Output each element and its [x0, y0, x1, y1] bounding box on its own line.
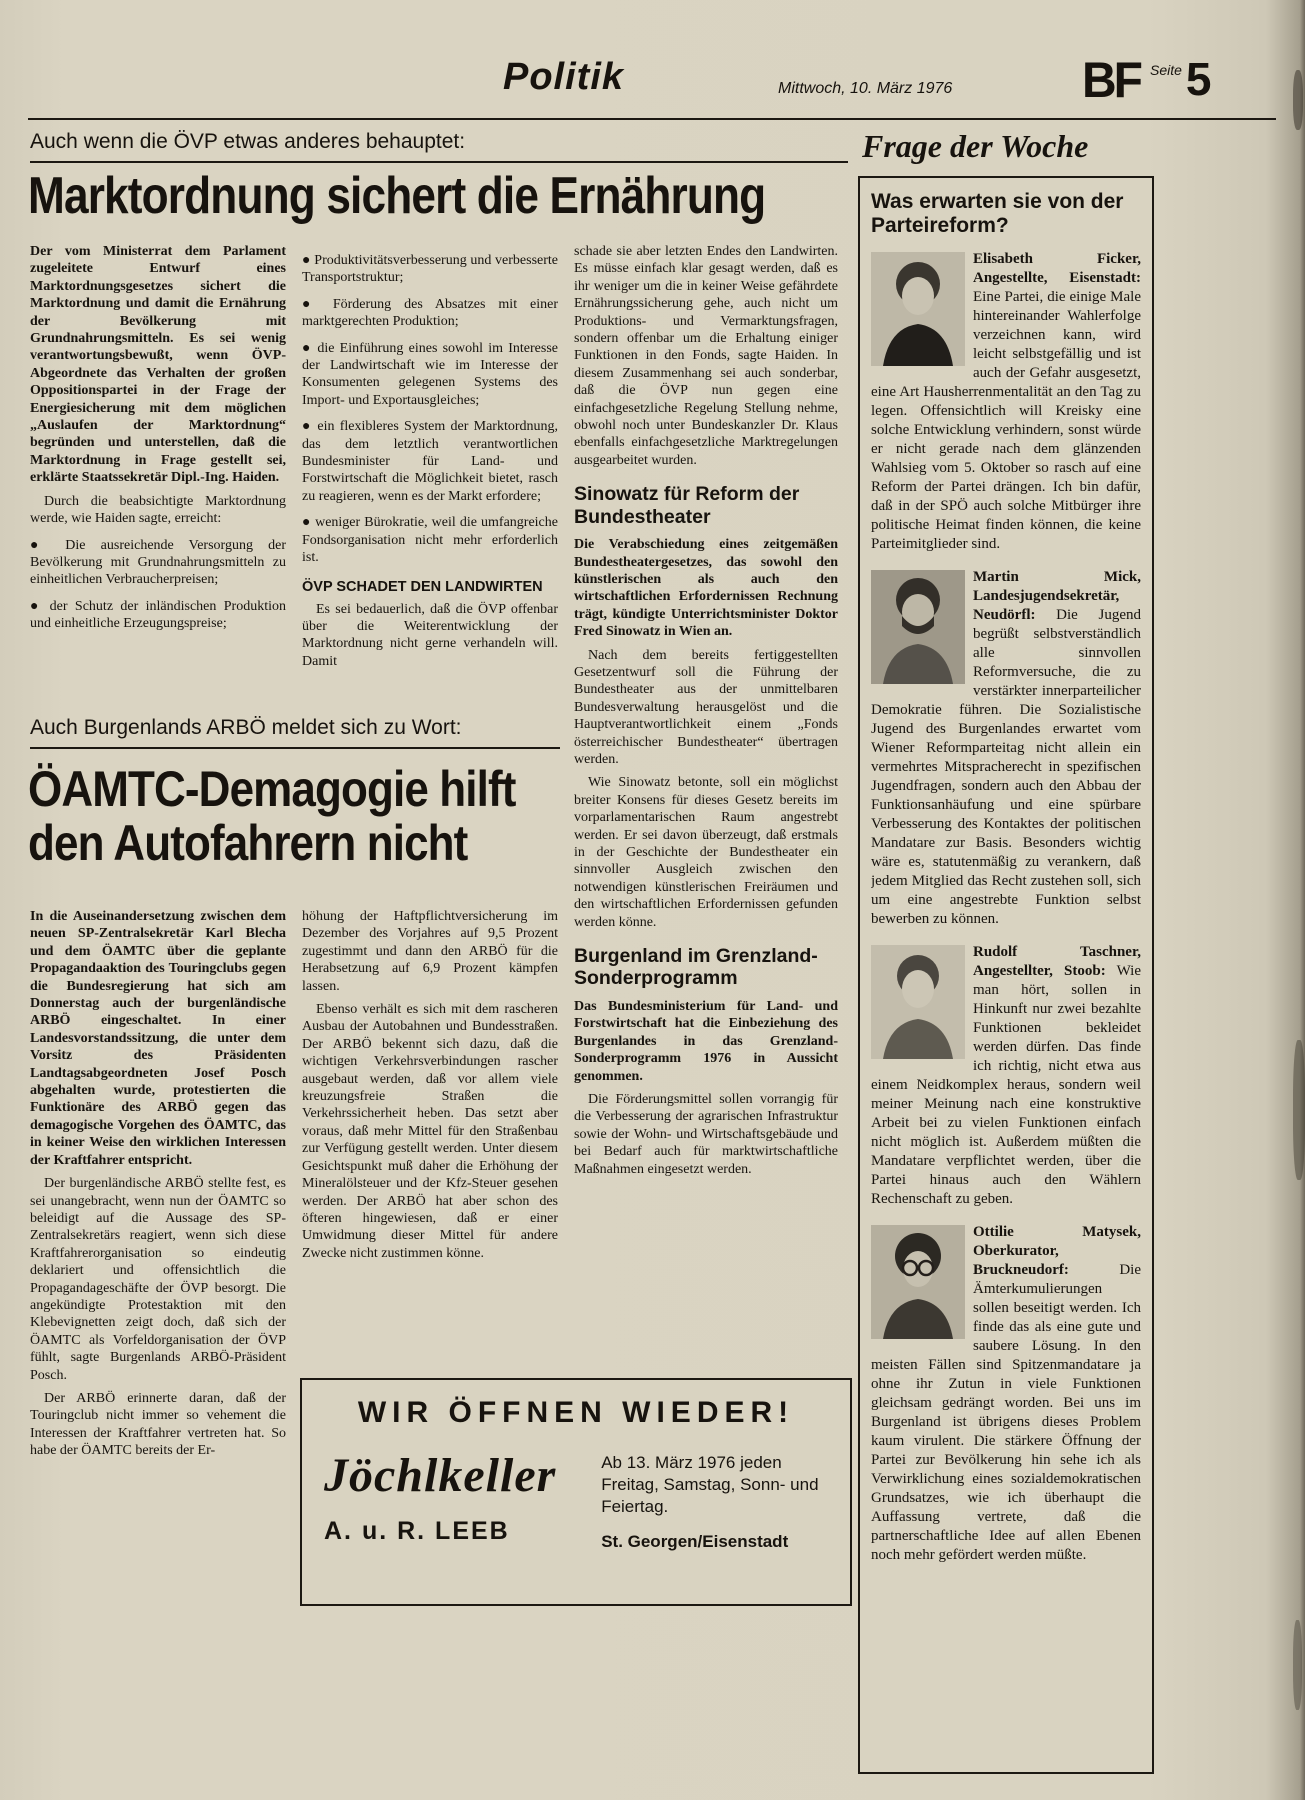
person-name: Rudolf Taschner, Angestellter, Stoob:	[973, 944, 1141, 980]
person-text: Eine Partei, die einige Male hintereinander Wahlerfolge verzeichnen kann, wird leicht selbstgefällig und ist auch der Gefahr ausgesetzt, eine Art Hausherrenmentalität an den Tag zu legen. Offensichtlich will Kreisky eine solche Entwicklung verhindern, sonst würde er nicht gerade nach dem glänzenden Wahlsieg vom 5. Oktober so rasch auf eine Reform der Partei drängen. Ich bin dafür, daß in der SPÖ auch solche Mitbürger ihre politische Heimat finden können, die keine Parteimitglieder sind.	[871, 289, 1141, 553]
scan-artifact	[1293, 1040, 1305, 1180]
subhead-grenzland: Burgenland im Grenzland-Sonderprogramm	[574, 945, 818, 990]
grenzland-paragraph: Die Förderungsmittel sollen vorrangig für die Verbesserung der agrarischen Infrastruktur sowie der Wohn- und Wirtschaftsgebäude und bei Bedarf auch für marktwirtschaftliche Maßnahmen eingesetzt werden.	[574, 1091, 838, 1177]
person-entry	[871, 568, 1141, 929]
article1-column-2	[302, 243, 558, 676]
section-title: Politik	[503, 56, 625, 98]
person-name: Martin Mick, Landesjugendsekretär, Neudörfl:	[973, 569, 1141, 624]
ad-location: St. Georgen/Eisenstadt	[601, 1532, 789, 1552]
person-name: Ottilie Matysek, Oberkurator, Bruckneudorf:	[973, 1224, 1141, 1279]
person-text: Die Jugend begrüßt selbstverständlich alle sinnvollen Reformversuche, die zu verstärkter innerparteilicher Demokratie führen. Die Sozialistische Jugend des Burgenlandes erwartet vom Wiener Reformparteitag nicht allein ein vermehrtes Mitspracherecht in spezifischen Jugendfragen, sondern auch den Abbau der Funktionsanhäufung und eine spürbare Verbesserung des Kontaktes der politischen Mandatare zur Basis. Besonders wichtig wäre es, statutenmäßig zu verankern, daß jedem Mitglied das Recht zustehen soll, sich um eine angestrebte Funktion selbst bewerben zu können.	[871, 607, 1141, 928]
sinowatz-paragraph: Wie Sinowatz betonte, soll ein möglichst breiter Konsens für dieses Gesetz bereits im vorparlamentarischen Raum angestrebt werden. Er sei davon überzeugt, daß erstmals in der Geschichte der Bundestheater ein sinnvoller Ausgleich zwischen den notwendigen künstlerischen Freiräumen und den wirtschaftlichen Erfordernissen gefunden werden könne.	[574, 775, 838, 930]
frage-der-woche-title: Frage der Woche	[862, 128, 1089, 164]
article1-bullet: ● Produktivitätsverbesserung und verbesserte Transportstruktur;	[302, 253, 558, 286]
article1-paragraph: Es sei bedauerlich, daß die ÖVP offenbar über die Weiterentwicklung der Marktordnung nicht gerne verhandeln will. Damit	[302, 601, 558, 669]
article1-bullet: ● weniger Bürokratie, weil die umfangreiche Fondsorganisation nicht mehr erforderlich ist.	[302, 515, 558, 566]
sinowatz-lead: Die Verabschiedung eines zeitgemäßen Bundestheatergesetzes, das sowohl den künstlerischen als auch den wirtschaftlichen Erfordernissen Rechnung trägt, kündigte Unterrichtsminister Doktor Fred Sinowatz in Wien an.	[574, 537, 838, 640]
person-text: Wie man hört, sollen in Hinkunft nur zwei bezahlte Funktionen bekleidet werden dürfen. Das finde ich richtig, nicht etwa aus einem Neidkomplex heraus, sondern weil meiner Meinung nach eine konstruktive Arbeit bei zu vielen Funktionen einfach nicht möglich ist. Außerdem müßten die Mandatare verpflichtet werden, über die Partei hinaus auch den Wählern Rechenschaft zu geben.	[871, 963, 1141, 1208]
ad-right	[601, 1448, 828, 1552]
article1-subhead-landwirte: ÖVP SCHADET DEN LANDWIRTEN	[302, 578, 543, 595]
ad-content	[324, 1448, 828, 1552]
advertisement-box	[300, 1378, 852, 1606]
portrait-photo-matysek	[871, 1225, 965, 1339]
subhead-sinowatz: Sinowatz für Reform der Bundestheater	[574, 483, 800, 528]
person-entry	[871, 1223, 1141, 1565]
article1-paragraph: Durch die beabsichtigte Marktordnung werde, wie Haiden sagte, erreicht:	[30, 493, 286, 527]
frage-der-woche-box	[858, 176, 1154, 1774]
article1-bullet: ● Förderung des Absatzes mit einer marktgerechten Produktion;	[302, 296, 558, 330]
scan-artifact	[1293, 1620, 1302, 1710]
ad-left	[324, 1448, 601, 1552]
ad-owner: A. u. R. LEEB	[324, 1517, 510, 1545]
article2-paragraph: Ebenso verhält es sich mit dem rascheren Ausbau der Autobahnen und Bundesstraßen. Der ARBÖ bekennt sich dazu, daß die wichtigen Verkehrsverbindungen rascher ausgebaut werden, daß vor allem viele kreuzungsfreie Straßen die Verkehrssicherheit heben. Das setzt aber voraus, daß mehr Mittel für den Straßenbau zur Verfügung gestellt werden. Unter diesem Gesichtspunkt muß daher die Erhöhung der Mineralölsteuer und der Kfz-Steuer gesehen werden. Der ARBÖ hat aber schon des öfteren hingewiesen, daß er einer Umwidmung dieser Mittel für andere Zwecke nicht zustimmen könne.	[302, 1002, 558, 1261]
person-entry	[871, 943, 1141, 1209]
person-silhouette-icon	[871, 570, 965, 684]
article1-headline: Marktordnung sichert die Ernährung	[28, 167, 766, 225]
header-rule	[28, 118, 1276, 120]
portrait-photo-ficker	[871, 252, 965, 366]
article1-lead: Der vom Ministerrat dem Parlament zugeleitete Entwurf eines Marktordnungsgesetzes sichert die Marktordnung und damit die Ernährung der Bevölkerung mit Grundnahrungsmitteln. Es sei wenig verantwortungsbewußt, wenn ÖVP-Abgeordnete das Verhalten der großen Oppositionspartei in der Frage der Energiesicherung mit dem möglichen „Auslaufen der Marktordnung“ begründen und unterstellen, daß die Marktordnung in Frage gestellt sei, erklärte Staatssekretär Dipl.-Ing. Haiden.	[30, 244, 286, 486]
article2-column-2	[302, 908, 558, 1268]
ad-business-name: Jöchlkeller	[324, 1449, 557, 1502]
page-word: Seite	[1150, 62, 1182, 78]
portrait-photo-taschner	[871, 945, 965, 1059]
sidebar-question: Was erwarten sie von der Parteireform?	[871, 190, 1124, 238]
portrait-photo-mick	[871, 570, 965, 684]
sinowatz-paragraph: Nach dem bereits fertiggestellten Gesetzentwurf soll die Führung der Bundestheater aus der unmittelbaren Bundesverwaltung herausgelöst und die Hauptverantwortlichkeit einem „Fonds österreichischer Bundestheater“ übertragen werden.	[574, 647, 838, 767]
bf-logo: BF	[1082, 53, 1140, 109]
article2-paragraph: Der burgenländische ARBÖ stellte fest, es sei unangebracht, wenn nun der ÖAMTC so beleidigt auf die Aussage des SP-Zentralsekretärs reagiert, wenn sich diese Kraftfahrerorganisation so eindeutig deklariert und offensichtlich die Propagandageschäfte der ÖVP besorgt. Die angekündigte Protestaktion mit den Klebevignetten zeigt doch, daß sich der ÖAMTC als Vorfeldorganisation der ÖVP fühlt, sagte Burgenlands ARBÖ-Präsident Posch.	[30, 1176, 286, 1383]
article1-bullet: ● Die ausreichende Versorgung der Bevölkerung mit Grundnahrungsmitteln zu einheitlichen Verbraucherpreisen;	[30, 537, 286, 588]
person-silhouette-icon	[871, 945, 965, 1059]
article2-headline-line1: ÖAMTC-Demagogie hilft	[28, 761, 516, 817]
person-entry	[871, 250, 1141, 554]
article2-paragraph: Der ARBÖ erinnerte daran, daß der Touringclub nicht immer so vehement die Interessen der Kraftfahrer vertreten hat. So habe der ÖAMTC bereits der Er-	[30, 1390, 286, 1459]
article1-paragraph: schade sie aber letzten Endes den Landwirten. Es müsse einfach klar gesagt werden, daß es ihr weniger um die in keiner Weise gefährdete Ernährungssicherung gehe, auch nicht um Produktions- und Vermarktungsfragen, sondern offenbar um die Erhaltung einiger Funktionen in den Fonds, sagte Haiden. In diesem Zusammenhang sei auch sonderbar, daß die ÖVP nun gegen eine einfachgesetzliche Regelung Stellung nehme, obwohl noch unter Bundeskanzler Dr. Klaus ebenfalls einfachgesetzliche Marktregelungen ausgearbeitet wurden.	[574, 244, 838, 468]
article1-kicker: Auch wenn die ÖVP etwas anderes behauptet:	[30, 130, 848, 163]
scan-artifact	[1293, 70, 1303, 130]
person-silhouette-icon	[871, 252, 965, 366]
page-number-value: 5	[1185, 53, 1212, 105]
article1-bullet: ● der Schutz der inländischen Produktion und einheitliche Erzeugungspreise;	[30, 598, 286, 632]
article1-bullet: ● ein flexibleres System der Marktordnung, das dem letztlich verantwortlichen Bundesminister für Land- und Forstwirtschaft die Möglichkeit bietet, rasch zu reagieren, wenn es der Markt erfordere;	[302, 419, 558, 504]
article1-column-3	[574, 243, 838, 1184]
person-text: Die Ämterkumulierungen sollen beseitigt werden. Ich finde das als eine gute und saubere Lösung. In den meisten Fällen sind Spitzenmandatare ja ohne ihr Zutun in viele Funktionen gleichsam gedrängt worden. Bei uns im Burgenland ist übrigens dieses Problem kaum virulent. Die stärkere Öffnung der Partei zur Bevölkerung hin sehe ich als Verwirklichung eines sozialdemokratischen Grundsatzes, wie ich überhaupt die Auffassung vertrete, daß die partnerschaftliche Idee auf allen Ebenen noch mehr gefördert werden müßte.	[871, 1262, 1141, 1564]
article2-paragraph: höhung der Haftpflichtversicherung im Dezember des Vorjahres auf 9,5 Prozent zugestimmt und dann den ARBÖ für die Herabsetzung auf 6,9 Prozent kämpfen lassen.	[302, 909, 558, 994]
article2-lead: In die Auseinandersetzung zwischen dem neuen SP-Zentralsekretär Karl Blecha und dem ÖAMTC über die geplante Propagandaaktion des Touringclubs gegen die Bundesregierung hat sich am Donnerstag auch der burgenländische ARBÖ eingeschaltet. In einer Landesvorstandssitzung, die unter dem Vorsitz des Präsidenten Landtagsabgeordneten Josef Posch abgehalten wurde, protestierten die Funktionäre des ARBÖ gegen das demagogische Vorgehen des ÖAMTC, das in keiner Weise den wirklichen Interessen der Kraftfahrer entspricht.	[30, 909, 286, 1168]
ad-headline: WIR ÖFFNEN WIEDER!	[357, 1396, 795, 1429]
article1-bullet: ● die Einführung eines sowohl im Interesse der Landwirtschaft wie im Interesse der Konsumenten gelegenen Systems des Import- und Exportausgleiches;	[302, 340, 558, 408]
article2-headline-line2: den Autofahrern nicht	[28, 815, 468, 871]
article2-headline	[28, 762, 516, 870]
page-number	[1150, 52, 1212, 106]
issue-date: Mittwoch, 10. März 1976	[778, 80, 953, 97]
ad-opening-dates: Ab 13. März 1976 jeden Freitag, Samstag, Sonn- und Feiertag.	[601, 1453, 819, 1517]
grenzland-lead: Das Bundesministerium für Land- und Forstwirtschaft hat die Einbeziehung des Burgenlandes in das Grenzland-Sonderprogramm 1976 in Aussicht genommen.	[574, 998, 838, 1084]
person-name: Elisabeth Ficker, Angestellte, Eisenstadt:	[973, 251, 1141, 287]
person-silhouette-icon	[871, 1225, 965, 1339]
article2-column-1	[30, 908, 286, 1466]
article2-kicker: Auch Burgenlands ARBÖ meldet sich zu Wort:	[30, 716, 560, 749]
article1-column-1	[30, 243, 286, 639]
